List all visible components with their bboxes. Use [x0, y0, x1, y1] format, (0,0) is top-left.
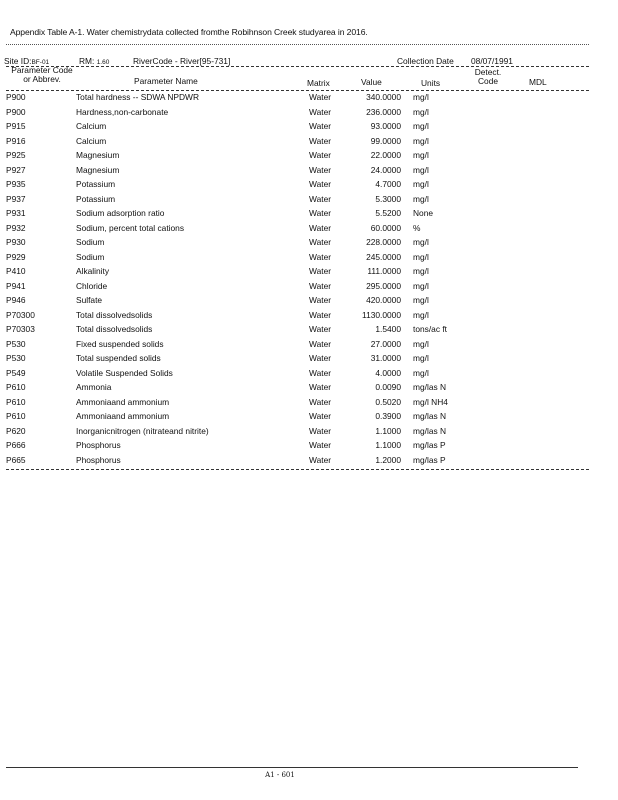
matrix-cell: Water [309, 353, 332, 363]
header-mdl: MDL [529, 77, 547, 87]
units-cell: % [413, 222, 421, 233]
matrix-cell: Water [309, 135, 332, 146]
table-end-divider [6, 469, 589, 470]
parameter-name-cell: Sodium, percent total cations [76, 222, 185, 233]
value-cell: 420.0000 [366, 295, 401, 305]
parameter-code-cell: P549 [6, 367, 26, 378]
parameter-name-cell: Calcium [76, 121, 107, 131]
matrix-cell: Water [309, 179, 332, 189]
table-row [0, 150, 618, 165]
parameter-name-cell: Sodium adsorption ratio [76, 208, 165, 218]
table-row [0, 266, 618, 281]
parameter-code-cell: P900 [6, 106, 26, 117]
parameter-name-cell: Alkalinity [76, 266, 110, 276]
parameter-code-cell: P900 [6, 92, 26, 102]
value-cell: 295.0000 [366, 280, 401, 291]
parameter-name-cell: Potassium [76, 179, 116, 189]
units-cell: mg/l [413, 92, 429, 102]
units-cell: mg/l [413, 106, 429, 117]
matrix-cell: Water [309, 440, 332, 450]
matrix-cell: Water [309, 411, 332, 421]
matrix-cell: Water [309, 222, 332, 233]
value-cell: 340.0000 [366, 92, 401, 102]
table-row [0, 121, 618, 136]
header-code-line2: or Abbrev. [23, 74, 61, 84]
table-row [0, 382, 618, 397]
header-detect-line1: Detect. [474, 67, 502, 77]
matrix-cell: Water [309, 106, 332, 117]
collection-date-label: Collection Date [397, 56, 454, 66]
parameter-code-cell: P935 [6, 179, 26, 189]
parameter-code-cell: P929 [6, 251, 26, 262]
site-id-label: Site ID: [4, 56, 32, 66]
value-cell: 111.0000 [367, 266, 401, 276]
table-row [0, 368, 618, 383]
units-cell: mg/las N [413, 425, 447, 436]
units-cell: mg/l [413, 280, 429, 291]
parameter-code-cell: P925 [6, 150, 26, 160]
matrix-cell: Water [309, 251, 332, 262]
units-cell: mg/l [413, 179, 429, 189]
value-cell: 27.0000 [370, 338, 401, 349]
table-row [0, 107, 618, 122]
value-cell: 5.3000 [375, 193, 401, 204]
value-cell: 1.1000 [375, 440, 401, 450]
river-mile-label: RM: [79, 56, 95, 66]
matrix-cell: Water [309, 367, 332, 378]
page-title: Appendix Table A-1. Water chemistrydata collected fromthe Robihnson Creek studyarea in 2016. [10, 27, 368, 37]
matrix-cell: Water [309, 208, 332, 218]
parameter-code-cell: P70303 [6, 324, 35, 334]
table-row [0, 339, 618, 354]
value-cell: 31.0000 [370, 353, 401, 363]
river-mile-value: 1.60 [96, 59, 110, 66]
parameter-code-cell: P916 [6, 135, 26, 146]
table-row [0, 440, 618, 455]
units-cell: mg/l [413, 150, 429, 160]
parameter-name-cell: Inorganicnitrogen (nitrateand nitrite) [76, 425, 209, 436]
header-parameter-code [7, 66, 77, 84]
parameter-code-cell: P937 [6, 193, 26, 204]
table-row [0, 310, 618, 325]
collection-date-value: 08/07/1991 [471, 56, 513, 66]
matrix-cell: Water [309, 280, 332, 291]
parameter-name-cell: Total hardness -- SDWA NPDWR [76, 92, 200, 102]
parameter-code-cell: P946 [6, 295, 26, 305]
parameter-code-cell: P941 [6, 280, 26, 291]
parameter-name-cell: Magnesium [76, 164, 120, 175]
parameter-name-cell: Chloride [76, 280, 108, 291]
parameter-code-cell: P620 [6, 425, 26, 436]
header-detect-code [474, 68, 502, 86]
matrix-cell: Water [309, 266, 332, 276]
value-cell: 60.0000 [370, 222, 401, 233]
parameter-code-cell: P931 [6, 208, 26, 218]
matrix-cell: Water [309, 237, 332, 247]
parameter-name-cell: Sulfate [76, 295, 103, 305]
table-row [0, 426, 618, 441]
parameter-name-cell: Volatile Suspended Solids [76, 367, 173, 378]
parameter-name-cell: Potassium [76, 193, 116, 204]
parameter-name-cell: Hardness,non-carbonate [76, 106, 169, 117]
page-number: A1 - 601 [265, 771, 295, 779]
units-cell: mg/l [413, 135, 429, 146]
units-cell: mg/l [413, 367, 429, 378]
parameter-code-cell: P530 [6, 353, 26, 363]
parameter-name-cell: Fixed suspended solids [76, 338, 164, 349]
parameter-name-cell: Ammonia [76, 382, 112, 392]
units-cell: mg/l [413, 309, 429, 320]
parameter-name-cell: Sodium [76, 237, 105, 247]
parameter-name-cell: Total dissolvedsolids [76, 324, 153, 334]
header-code-line1: Parameter Code [11, 65, 73, 75]
table-row [0, 411, 618, 426]
header-units: Units [421, 78, 441, 88]
matrix-cell: Water [309, 121, 332, 131]
site-id-value: BF-01 [31, 59, 50, 66]
river-code: RiverCode - River[95-731] [133, 56, 231, 66]
value-cell: 93.0000 [370, 121, 401, 131]
value-cell: 1.5400 [375, 324, 401, 334]
units-cell: mg/l [413, 251, 429, 262]
matrix-cell: Water [309, 382, 332, 392]
table-row [0, 324, 618, 339]
table-row [0, 281, 618, 296]
parameter-name-cell: Phosphorus [76, 454, 121, 465]
value-cell: 228.0000 [366, 237, 401, 247]
units-cell: mg/l [413, 193, 429, 204]
parameter-code-cell: P610 [6, 382, 26, 392]
parameter-code-cell: P927 [6, 164, 26, 175]
value-cell: 4.7000 [375, 179, 401, 189]
units-cell: mg/l [413, 237, 429, 247]
table-row [0, 237, 618, 252]
matrix-cell: Water [309, 164, 332, 175]
table-row [0, 252, 618, 267]
table-row [0, 353, 618, 368]
units-cell: mg/l [413, 266, 429, 276]
table-row [0, 136, 618, 151]
units-cell: mg/las N [413, 382, 447, 392]
parameter-name-cell: Magnesium [76, 150, 120, 160]
parameter-code-cell: P410 [6, 266, 26, 276]
parameter-code-cell: P915 [6, 121, 26, 131]
header-value: Value [361, 77, 382, 87]
value-cell: 0.3900 [375, 411, 401, 421]
header-matrix: Matrix [307, 78, 330, 88]
value-cell: 0.0090 [375, 382, 401, 392]
units-cell: mg/l NH4 [413, 396, 448, 407]
value-cell: 236.0000 [366, 106, 401, 117]
value-cell: 4.0000 [375, 367, 401, 378]
parameter-name-cell: Total suspended solids [76, 353, 161, 363]
meta-divider [6, 66, 589, 67]
parameter-code-cell: P930 [6, 237, 26, 247]
table-row [0, 92, 618, 107]
value-cell: 5.5200 [375, 208, 401, 218]
parameter-name-cell: Ammoniaand ammonium [76, 396, 170, 407]
table-row [0, 208, 618, 223]
parameter-code-cell: P932 [6, 222, 26, 233]
units-cell: tons/ac ft [413, 324, 447, 334]
parameter-name-cell: Calcium [76, 135, 107, 146]
footer-divider [6, 767, 578, 768]
matrix-cell: Water [309, 92, 332, 102]
table-row [0, 165, 618, 180]
table-row [0, 455, 618, 470]
parameter-code-cell: P666 [6, 440, 26, 450]
table-row [0, 223, 618, 238]
units-cell: mg/l [413, 353, 429, 363]
table-row [0, 179, 618, 194]
value-cell: 99.0000 [370, 135, 401, 146]
header-divider [6, 90, 589, 91]
value-cell: 1130.0000 [362, 309, 401, 320]
value-cell: 24.0000 [370, 164, 401, 175]
parameter-code-cell: P530 [6, 338, 26, 349]
matrix-cell: Water [309, 324, 332, 334]
parameter-code-cell: P610 [6, 411, 26, 421]
value-cell: 22.0000 [370, 150, 401, 160]
units-cell: mg/las P [413, 454, 446, 465]
value-cell: 0.5020 [375, 396, 401, 407]
matrix-cell: Water [309, 295, 332, 305]
units-cell: mg/l [413, 338, 429, 349]
title-divider [6, 44, 589, 45]
parameter-name-cell: Ammoniaand ammonium [76, 411, 170, 421]
units-cell: mg/las N [413, 411, 447, 421]
matrix-cell: Water [309, 454, 332, 465]
value-cell: 245.0000 [366, 251, 401, 262]
units-cell: mg/las P [413, 440, 446, 450]
parameter-name-cell: Sodium [76, 251, 105, 262]
value-cell: 1.2000 [375, 454, 401, 465]
parameter-name-cell: Phosphorus [76, 440, 121, 450]
matrix-cell: Water [309, 150, 332, 160]
parameter-code-cell: P610 [6, 396, 26, 407]
units-cell: mg/l [413, 121, 429, 131]
parameter-code-cell: P665 [6, 454, 26, 465]
river-mile [79, 56, 109, 66]
table-row [0, 397, 618, 412]
table-row [0, 295, 618, 310]
matrix-cell: Water [309, 193, 332, 204]
matrix-cell: Water [309, 396, 332, 407]
parameter-name-cell: Total dissolvedsolids [76, 309, 153, 320]
matrix-cell: Water [309, 309, 332, 320]
parameter-code-cell: P70300 [6, 309, 35, 320]
units-cell: mg/l [413, 164, 429, 175]
header-parameter-name: Parameter Name [134, 76, 198, 86]
units-cell: mg/l [413, 295, 429, 305]
units-cell: None [413, 208, 434, 218]
matrix-cell: Water [309, 425, 332, 436]
table-row [0, 194, 618, 209]
header-detect-line2: Code [477, 76, 499, 86]
matrix-cell: Water [309, 338, 332, 349]
value-cell: 1.1000 [375, 425, 401, 436]
